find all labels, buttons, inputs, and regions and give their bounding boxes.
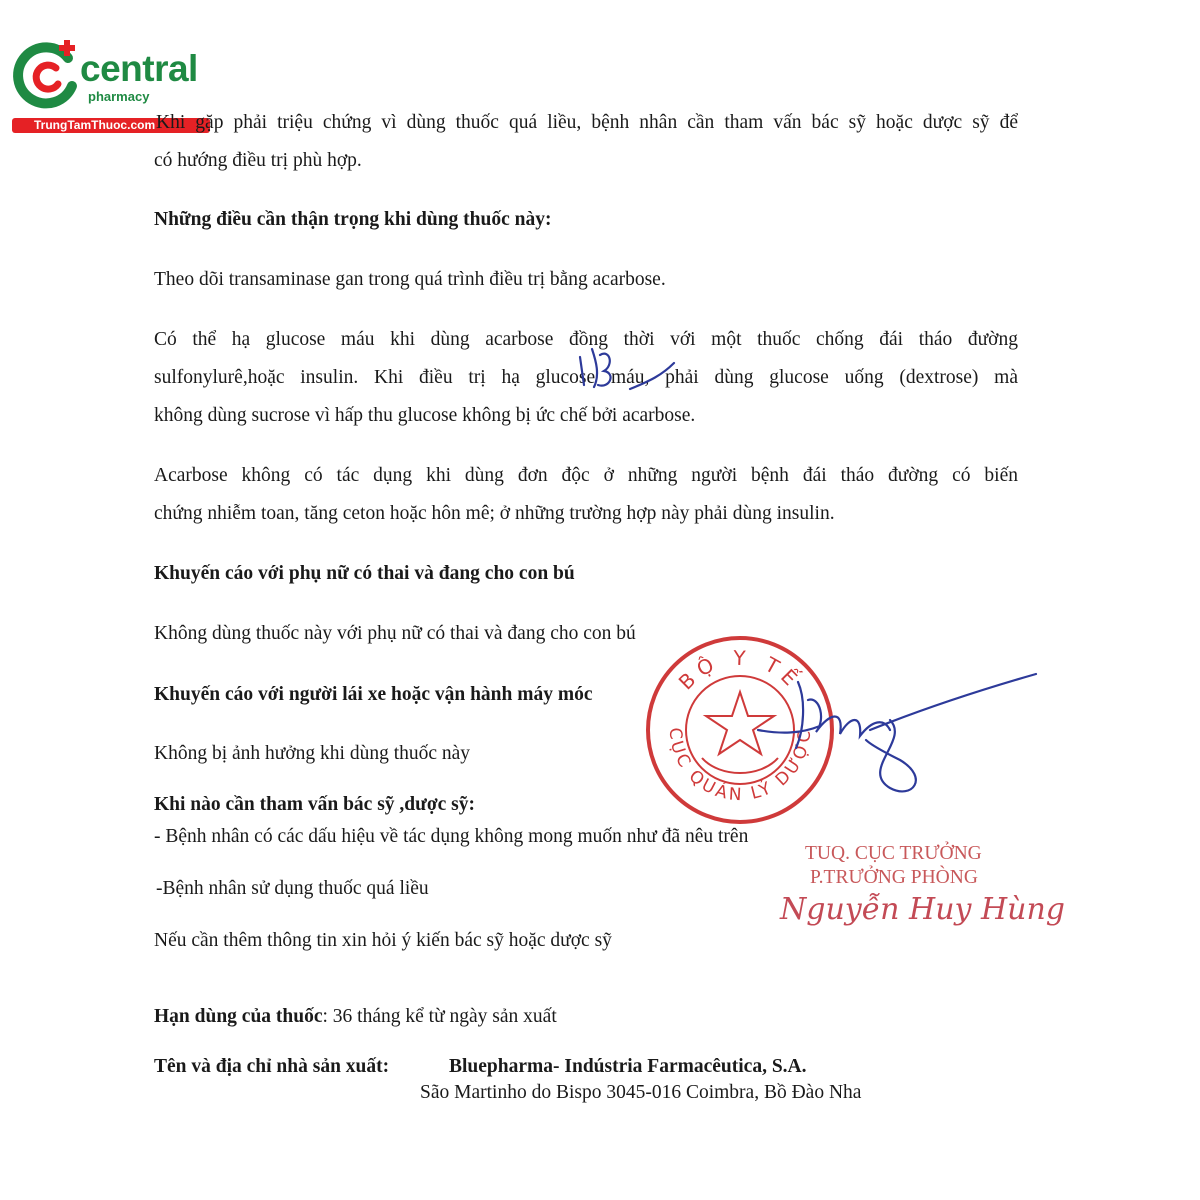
caution-paragraph-2-line-1: Có thể hạ glucose máu khi dùng acarbose đồng thời với một thuốc chống đái tháo đường (154, 329, 1018, 350)
caution-paragraph-2-line-2: sulfonylurê,hoặc insulin. Khi điều trị hạ glucose máu, phải dùng glucose uống (dextrose) mà (154, 367, 1018, 388)
pregnancy-text: Không dùng thuốc này với phụ nữ có thai và đang cho con bú (154, 623, 636, 644)
pregnancy-heading: Khuyến cáo với phụ nữ có thai và đang cho con bú (154, 563, 575, 584)
driving-text: Không bị ảnh hưởng khi dùng thuốc này (154, 743, 471, 764)
overdose-line-1: Khi gặp phải triệu chứng vì dùng thuốc quá liều, bệnh nhân cần tham vấn bác sỹ hoặc dược sỹ để (156, 112, 1018, 133)
caution-paragraph-1: Theo dõi transaminase gan trong quá trình điều trị bằng acarbose. (154, 269, 666, 290)
manufacturer-name: Bluepharma- Indústria Farmacêutica, S.A. (449, 1056, 807, 1077)
consult-item-1: - Bệnh nhân có các dấu hiệu về tác dụng không mong muốn như đã nêu trên (154, 826, 749, 847)
caution-paragraph-3-line-2: chứng nhiễm toan, tăng ceton hoặc hôn mê; ở những trường hợp này phải dùng insulin. (154, 503, 835, 524)
overdose-line-2: có hướng điều trị phù hợp. (154, 150, 362, 171)
driving-heading: Khuyến cáo với người lái xe hoặc vận hành máy móc (154, 684, 593, 705)
expiry-line (154, 1005, 557, 1029)
consult-more-info: Nếu cần thêm thông tin xin hỏi ý kiến bác sỹ hoặc dược sỹ (154, 930, 612, 951)
logo-mark-icon (10, 36, 90, 116)
logo-subtitle: pharmacy (88, 89, 150, 104)
consult-heading: Khi nào cần tham vấn bác sỹ ,dược sỹ: (154, 794, 475, 815)
logo-name: central (80, 48, 198, 89)
signature-line-2: P.TRƯỞNG PHÒNG (810, 867, 978, 888)
caution-heading: Những điều cần thận trọng khi dùng thuốc này: (154, 209, 552, 230)
expiry-value: : 36 tháng kể từ ngày sản xuất (322, 1006, 557, 1027)
logo-site: TrungTamThuoc.com (34, 118, 156, 132)
stamp-text-bottom: CỤC QUẢN LÝ DƯỢC (664, 726, 816, 806)
manufacturer-address: São Martinho do Bispo 3045-016 Coimbra, Bồ Đào Nha (420, 1082, 862, 1103)
signature-line-1: TUQ. CỤC TRƯỞNG (805, 843, 982, 864)
initials-mark-icon (570, 335, 680, 395)
caution-paragraph-2-line-3: không dùng sucrose vì hấp thu glucose không bị ức chế bởi acarbose. (154, 405, 696, 426)
expiry-label: Hạn dùng của thuốc (154, 1006, 323, 1027)
caution-paragraph-3-line-1: Acarbose không có tác dụng khi dùng đơn độc ở những người bệnh đái tháo đường có biến (154, 465, 1018, 486)
manufacturer-label: Tên và địa chỉ nhà sản xuất: (154, 1056, 390, 1077)
signature-icon (740, 660, 1040, 800)
consult-item-2: -Bệnh nhân sử dụng thuốc quá liều (156, 878, 429, 899)
signature-name: Nguyễn Huy Hùng (780, 892, 1066, 927)
stamp-text-top: BỘ Y TẾ (673, 645, 807, 695)
